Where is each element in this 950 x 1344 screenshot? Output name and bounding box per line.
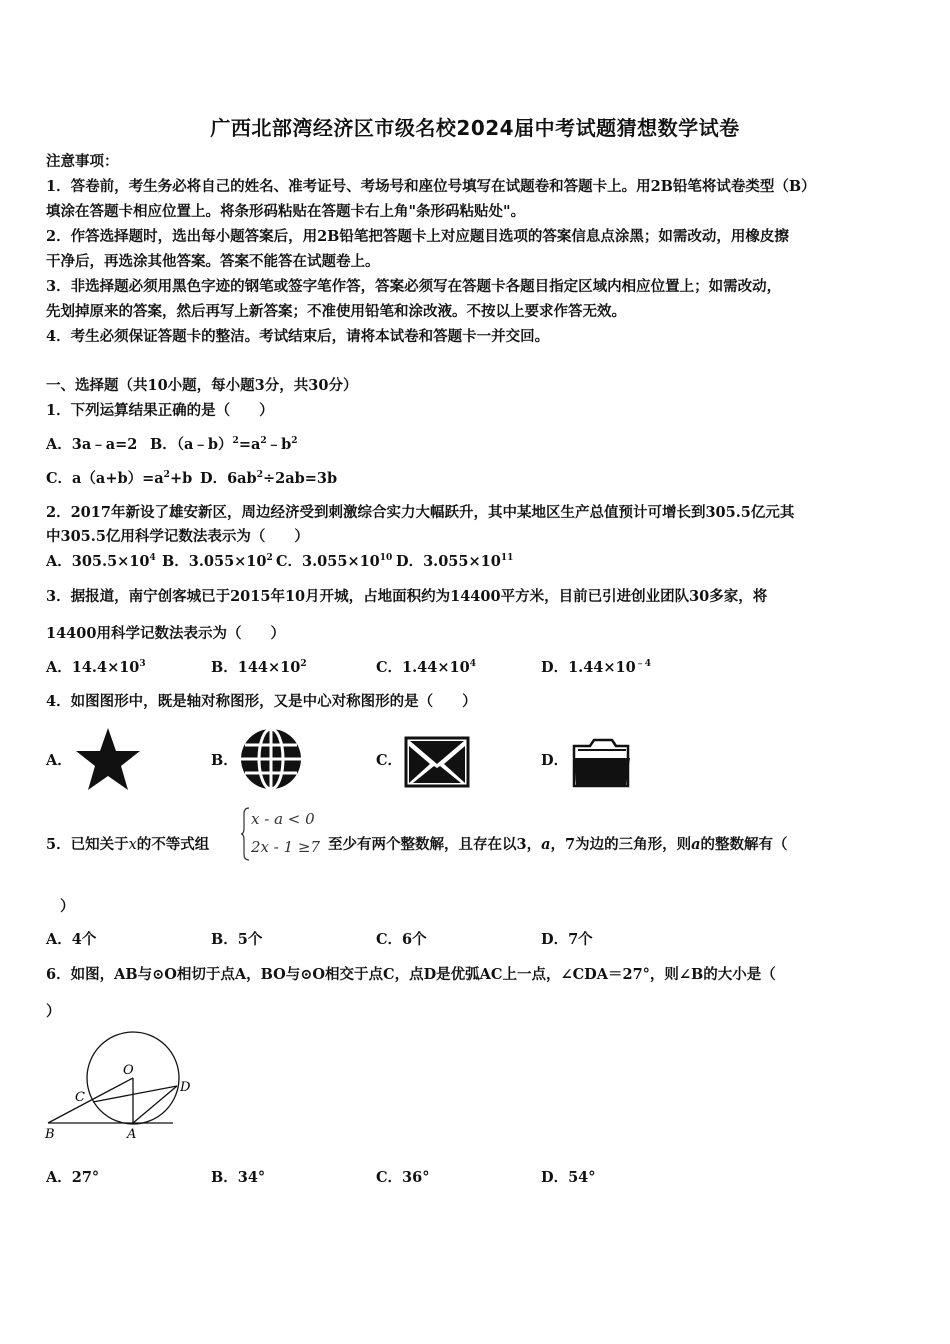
notice-line: 2．作答选择题时，选出每小题答案后，用2B铅笔把答题卡上对应题目选项的答案信息点涂黑；如需改动，用橡皮擦 <box>46 228 789 245</box>
q3-option-d: D．$1.44\times 10^{﹣4}$ <box>541 659 651 676</box>
question-1-stem: 1．下列运算结果正确的是（ ） <box>46 402 274 419</box>
q3-option-a: A．$14.4\times 10^3$ <box>46 659 146 676</box>
q4-option-c: C． <box>376 752 403 769</box>
question-4-stem: 4．如图图形中，既是轴对称图形，又是中心对称图形的是（ ） <box>46 693 477 710</box>
question-3-line: 14400用科学记数法表示为（ ） <box>46 625 285 642</box>
q3-option-b: B．$144\times 10^2$ <box>211 659 307 676</box>
question-5-stem-pre: 5．已知关于x的不等式组 <box>46 836 210 853</box>
q3-option-c: C．$1.44\times 10^4$ <box>376 659 476 676</box>
star-icon <box>72 724 144 794</box>
question-6-line: 6．如图，AB与⊙O相切于点A，BO与⊙O相交于点C，点D是优弧AC上一点，∠CDA＝27°，则∠B的大小是（ <box>46 966 776 983</box>
globe-icon <box>238 726 304 792</box>
q4-option-a: A． <box>46 752 72 769</box>
label-d: D <box>180 1080 191 1095</box>
q6-option-a: A．27° <box>46 1169 100 1186</box>
label-b: B <box>45 1127 55 1142</box>
label-c: C <box>75 1090 85 1105</box>
q1-option-c: C．$a(a+b)=a^2+b$ <box>46 470 193 487</box>
q4-option-b: B． <box>211 752 238 769</box>
q2-option-b: B．$3.055\times 10^2$ <box>162 553 273 570</box>
q5-option-d: D．7个 <box>541 931 593 948</box>
page-title: 广西北部湾经济区市级名校2024届中考试题猜想数学试卷 <box>210 116 740 140</box>
notice-line: 4．考生必须保证答题卡的整洁。考试结束后，请将本试卷和答题卡一并交回。 <box>46 328 550 345</box>
left-brace <box>241 806 251 862</box>
question-5-stem-post: 至少有两个整数解，且存在以3，a，7为边的三角形，则a的整数解有（ <box>328 836 788 853</box>
q5-option-a: A．4个 <box>46 931 97 948</box>
question-5-close: ） <box>60 898 75 915</box>
envelope-icon <box>404 736 470 788</box>
inequality-system <box>241 806 325 862</box>
question-2-line: 2．2017年新设了雄安新区，周边经济受到刺激综合实力大幅跃升，其中某地区生产总值预计可增长到305.5亿元其 <box>46 504 795 521</box>
q5-option-c: C．6个 <box>376 931 427 948</box>
q2-option-d: D．$3.055\times 10^{11}$ <box>396 553 514 570</box>
notice-line: 填涂在答题卡相应位置上。将条形码粘贴在答题卡右上角"条形码粘贴处"。 <box>46 203 526 220</box>
notice-line: 1．答卷前，考生务必将自己的姓名、准考证号、考场号和座位号填写在试题卷和答题卡上。用2B铅笔将试卷类型（B） <box>46 178 816 195</box>
q1-option-a: A．3a﹣a=2 <box>46 436 138 453</box>
notice-line: 先划掉原来的答案，然后再写上新答案；不准使用铅笔和涂改液。不按以上要求作答无效。 <box>46 303 626 320</box>
inequality-2: 2x - 1 ≥7 <box>251 838 321 856</box>
q1-option-b: B．$(a﹣b)^2=a^2﹣b^2$ <box>150 436 298 453</box>
q5-option-b: B．5个 <box>211 931 263 948</box>
notice-line: 干净后，再选涂其他答案。答案不能答在试题卷上。 <box>46 253 380 270</box>
q1-option-d: D．$6ab^2\div 2ab=3b$ <box>200 470 338 487</box>
q6-option-c: C．36° <box>376 1169 430 1186</box>
notice-line: 3．非选择题必须用黑色字迹的钢笔或签字笔作答，答案必须写在答题卡各题目指定区域内相应位置上；如需改动， <box>46 278 782 295</box>
q2-option-c: C．$3.055\times 10^{10}$ <box>276 553 393 570</box>
q6-option-d: D．54° <box>541 1169 596 1186</box>
label-a: A <box>127 1127 137 1142</box>
question-3-line: 3．据报道，南宁创客城已于2015年10月开城，占地面积约为14400平方米，目前已引进创业团队30多家，将 <box>46 588 768 605</box>
question-2-line: 中305.5亿用科学记数法表示为（ ） <box>46 528 309 545</box>
q6-option-b: B．34° <box>211 1169 266 1186</box>
section-heading: 一、选择题（共10小题，每小题3分，共30分） <box>46 377 358 394</box>
circle-tangent-diagram <box>40 1028 210 1146</box>
inequality-1: x - a < 0 <box>251 810 315 828</box>
q4-option-d: D． <box>541 752 569 769</box>
folder-icon <box>570 738 634 790</box>
notice-heading: 注意事项： <box>46 153 119 170</box>
q2-option-a: A．$305.5\times 10^4$ <box>46 553 156 570</box>
label-o: O <box>123 1063 134 1078</box>
question-6-line: ） <box>46 1003 61 1020</box>
